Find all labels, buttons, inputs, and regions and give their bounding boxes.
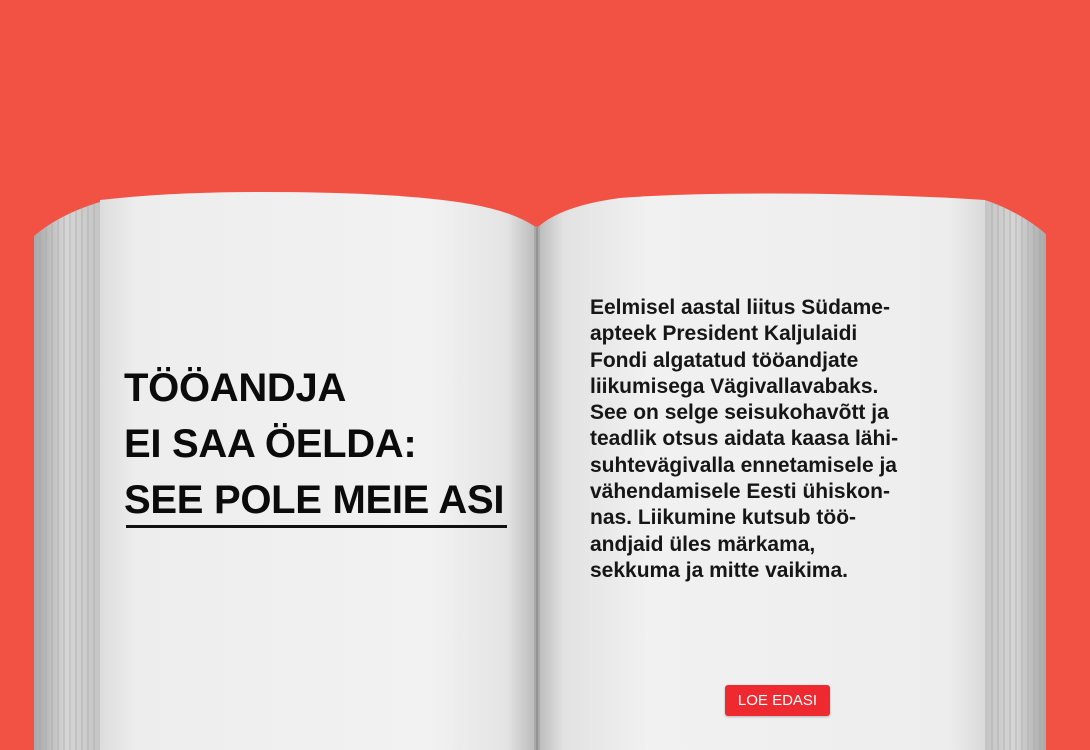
body-paragraph [590, 295, 960, 584]
body-line: See on selge seisukohavõtt ja [590, 401, 889, 425]
read-more-button[interactable]: LOE EDASI [725, 685, 830, 716]
headline-line: TÖÖANDJA [124, 366, 347, 410]
right-page-stack [985, 200, 1046, 750]
body-line: vähendamisele Eesti ühiskon- [590, 480, 890, 504]
body-line: Eelmisel aastal liitus Südame- [590, 296, 890, 319]
left-page-stack [34, 202, 100, 750]
body-line: teadlik otsus aidata kaasa lähi- [590, 427, 899, 451]
body-line: Fondi algatatud tööandjate [590, 348, 859, 372]
body-line: nas. Liikumine kutsub töö- [590, 506, 857, 530]
headline-line: SEE POLE MEIE ASI [124, 478, 505, 522]
body-line: apteek President Kaljulaidi [590, 322, 858, 346]
body-line: andjaid üles märkama, [590, 532, 816, 556]
body-line: suhtevägivalla ennetamisele ja [590, 453, 897, 477]
body-line: sekkuma ja mitte vaikima. [590, 558, 848, 582]
body-line: liikumisega Vägivallavabaks. [590, 374, 879, 398]
headline [124, 360, 504, 528]
headline-line: EI SAA ÖELDA: [124, 422, 417, 466]
headline-underline [126, 525, 507, 528]
